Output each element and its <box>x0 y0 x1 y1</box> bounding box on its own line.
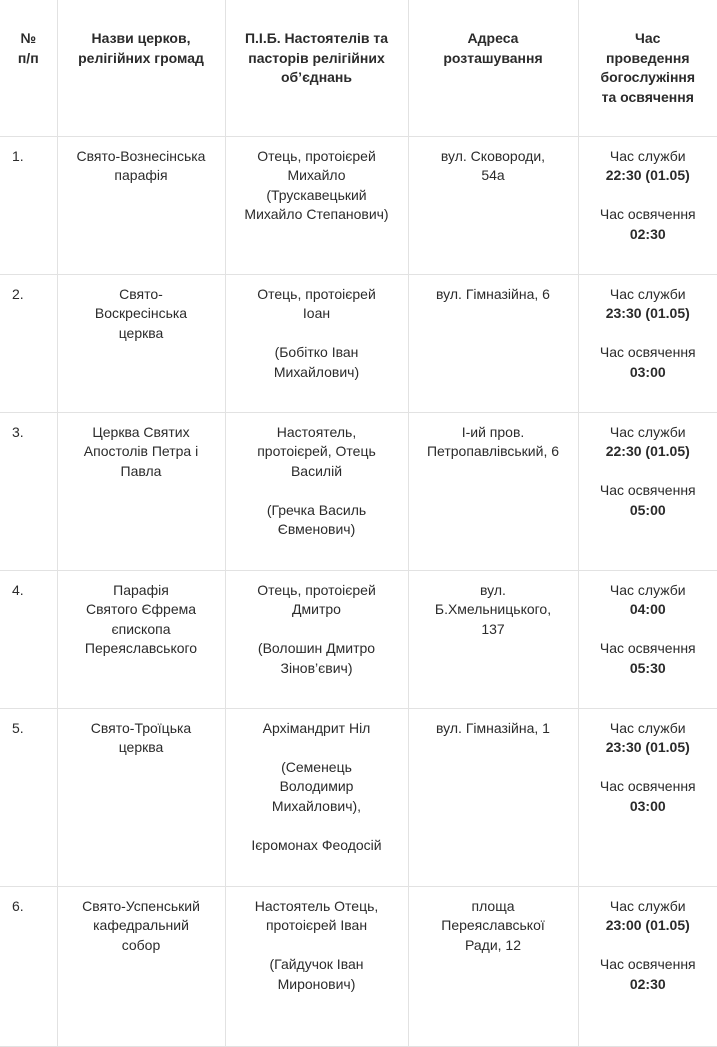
service-time-label: Час служби <box>609 147 686 164</box>
table-row <box>0 412 717 570</box>
service-time-value: 23:00 (01.05) <box>605 917 690 933</box>
time-cell <box>578 136 717 274</box>
header-priest: П.І.Б. Настоятелів та пасторів релігійних об’єднань <box>225 0 408 136</box>
address-cell: вул. Гімназійна, 6 <box>408 274 578 412</box>
row-number: 2. <box>0 274 57 412</box>
address-cell: І-ий пров. Петропавлівський, 6 <box>408 412 578 570</box>
service-time-value: 22:30 (01.05) <box>605 167 690 183</box>
church-name-cell: Свято-Успенський кафедральний собор <box>57 886 225 1046</box>
service-time-label: Час служби <box>609 719 686 736</box>
table-header-row <box>0 0 717 136</box>
table-row <box>0 570 717 708</box>
row-number: 6. <box>0 886 57 1046</box>
blessing-time-label: Час освячення <box>599 956 696 972</box>
header-num: № п/п <box>0 0 57 136</box>
priest-cell: Настоятель Отець, протоієрей Іван (Гайдучок Іван Миронович) <box>225 886 408 1046</box>
service-time-label: Час служби <box>609 581 686 598</box>
service-time-label: Час служби <box>609 285 686 302</box>
blessing-time-label: Час освячення <box>599 482 696 498</box>
address-cell: вул. Сковороди, 54а <box>408 136 578 274</box>
row-number: 3. <box>0 412 57 570</box>
blessing-time-value: 02:30 <box>629 225 666 242</box>
header-address: Адреса розташування <box>408 0 578 136</box>
blessing-time-label: Час освячення <box>599 344 696 360</box>
priest-cell: Архімандрит Ніл (Семенець Володимир Михайлович), Ієромонах Феодосій <box>225 708 408 886</box>
service-time-label: Час служби <box>609 897 686 914</box>
blessing-time-label: Час освячення <box>599 640 696 656</box>
row-number: 4. <box>0 570 57 708</box>
blessing-time-value: 02:30 <box>629 975 666 992</box>
blessing-time-value: 03:00 <box>629 363 666 380</box>
row-number: 1. <box>0 136 57 274</box>
table-row <box>0 274 717 412</box>
address-cell: площа Переяславської Ради, 12 <box>408 886 578 1046</box>
church-name-cell: Свято-Вознесінська парафія <box>57 136 225 274</box>
time-cell <box>578 412 717 570</box>
service-time-value: 04:00 <box>629 601 666 617</box>
church-name-cell: Церква Святих Апостолів Петра і Павла <box>57 412 225 570</box>
service-time-value: 23:30 (01.05) <box>605 305 690 321</box>
blessing-time-value: 03:00 <box>629 797 666 814</box>
service-time-value: 23:30 (01.05) <box>605 739 690 755</box>
priest-cell: Настоятель, протоієрей, Отець Василій (Гречка Василь Євменович) <box>225 412 408 570</box>
table-row <box>0 136 717 274</box>
church-name-cell: Свято- Воскресінська церква <box>57 274 225 412</box>
church-name-cell: Парафія Святого Єфрема єпископа Переяславського <box>57 570 225 708</box>
table-row <box>0 886 717 1046</box>
priest-cell: Отець, протоієрей Михайло (Трускавецький Михайло Степанович) <box>225 136 408 274</box>
priest-cell: Отець, протоієрей Дмитро (Волошин Дмитро Зінов’євич) <box>225 570 408 708</box>
church-name-cell: Свято-Троїцька церква <box>57 708 225 886</box>
time-cell <box>578 708 717 886</box>
table-row <box>0 708 717 886</box>
blessing-time-label: Час освячення <box>599 778 696 794</box>
service-time-label: Час служби <box>609 423 686 440</box>
header-church-name: Назви церков, релігійних громад <box>57 0 225 136</box>
address-cell: вул. Б.Хмельницького, 137 <box>408 570 578 708</box>
time-cell <box>578 886 717 1046</box>
blessing-time-value: 05:00 <box>629 501 666 518</box>
blessing-time-value: 05:30 <box>629 659 666 676</box>
time-cell <box>578 570 717 708</box>
header-time: Час проведення богослужіння та освячення <box>578 0 717 136</box>
row-number: 5. <box>0 708 57 886</box>
service-time-value: 22:30 (01.05) <box>605 443 690 459</box>
blessing-time-label: Час освячення <box>599 206 696 222</box>
time-cell <box>578 274 717 412</box>
address-cell: вул. Гімназійна, 1 <box>408 708 578 886</box>
priest-cell: Отець, протоієрей Іоан (Бобітко Іван Михайлович) <box>225 274 408 412</box>
